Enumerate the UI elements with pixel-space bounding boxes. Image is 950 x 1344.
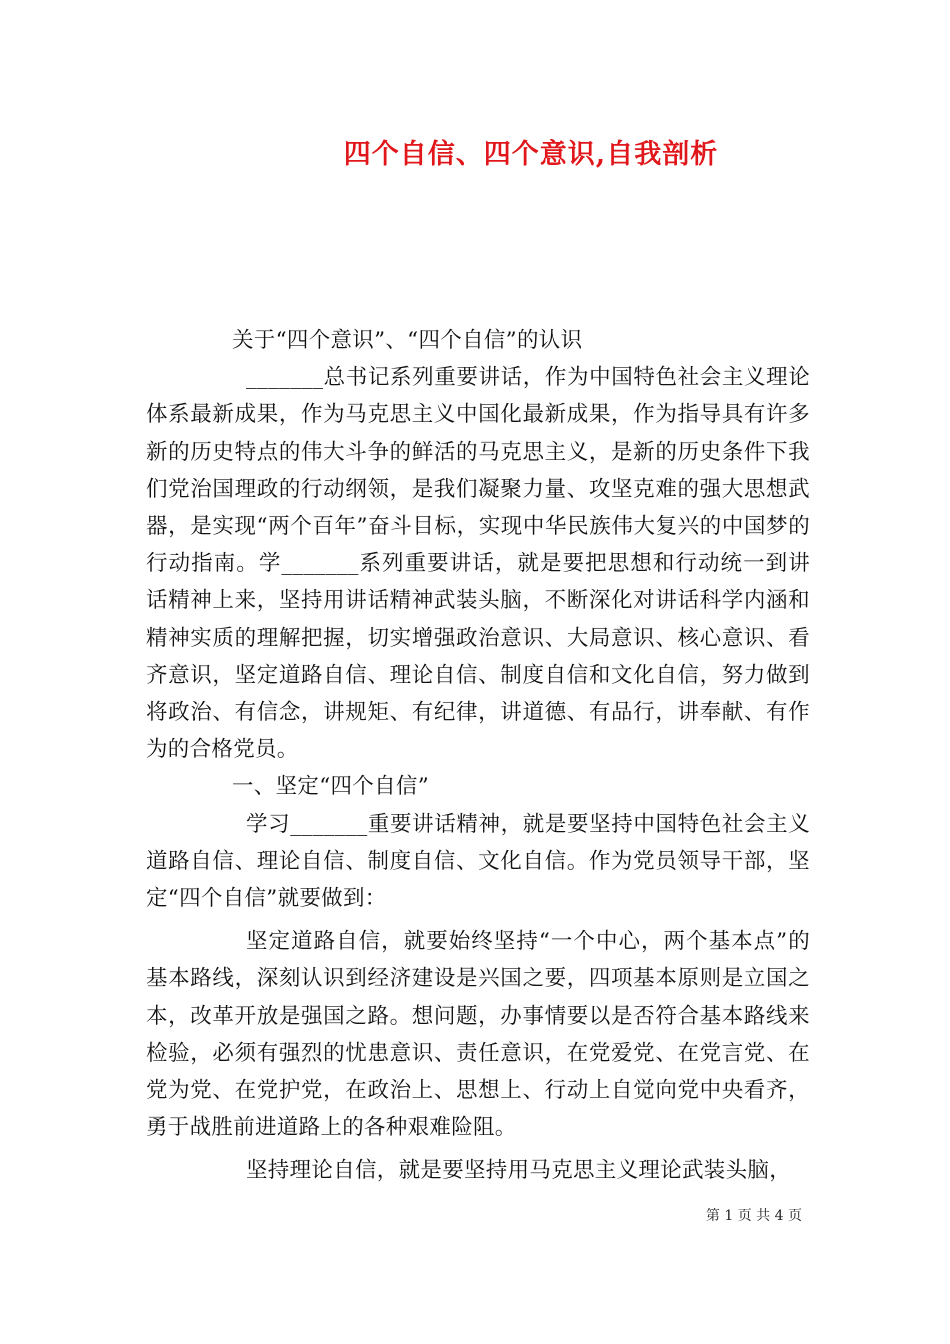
paragraph-road-confidence: 坚定道路自信，就要始终坚持“一个中心，两个基本点”的基本路线，深刻认识到经济建设是兴国之要，四项基本原则是立国之本，改革开放是强国之路。想问题，办事情要以是否符合基本路线来检验，必须有强烈的忧患意识、责任意识，在党爱党、在党言党、在党为党、在党护党，在政治上、思想上、行动上自觉向党中央看齐，勇于战胜前进道路上的各种艰难险阻。 — [146, 929, 810, 1141]
document-title: 四个自信、四个意识,自我剖析 — [343, 139, 719, 170]
document-subtitle: 关于“四个意识”、“四个自信”的认识 — [232, 328, 583, 353]
paragraph-study: 学习_______重要讲话精神，就是要坚持中国特色社会主义道路自信、理论自信、制度自信、文化自信。作为党员领导干部，坚定“四个自信”就要做到： — [146, 811, 810, 912]
document-body — [146, 322, 810, 1190]
paragraph-intro: _______总书记系列重要讲话，作为中国特色社会主义理论体系最新成果，作为马克思主义中国化最新成果，作为指导具有许多新的历史特点的伟大斗争的鲜活的马克思主义，是新的历史条件下我们党治国理政的行动纲领，是我们凝聚力量、攻坚克难的强大思想武器，是实现“两个百年”奋斗目标，实现中华民族伟大复兴的中国梦的行动指南。学_______系列重要讲话，就是要把思想和行动统一到讲话精神上来，坚持用讲话精神武装头脑，不断深化对讲话科学内涵和精神实质的理解把握，切实增强政治意识、大局意识、核心意识、看齐意识，坚定道路自信、理论自信、制度自信和文化自信，努力做到将政治、有信念，讲规矩、有纪律，讲道德、有品行，讲奉献、有作为的合格党员。 — [146, 365, 810, 763]
paragraph-theory-confidence: 坚持理论自信，就是要坚持用马克思主义理论武装头脑， — [246, 1158, 792, 1184]
page-number: 第 1 页 共 4 页 — [705, 1208, 802, 1224]
section-heading-four-confidences: 一、坚定“四个自信” — [232, 774, 429, 800]
